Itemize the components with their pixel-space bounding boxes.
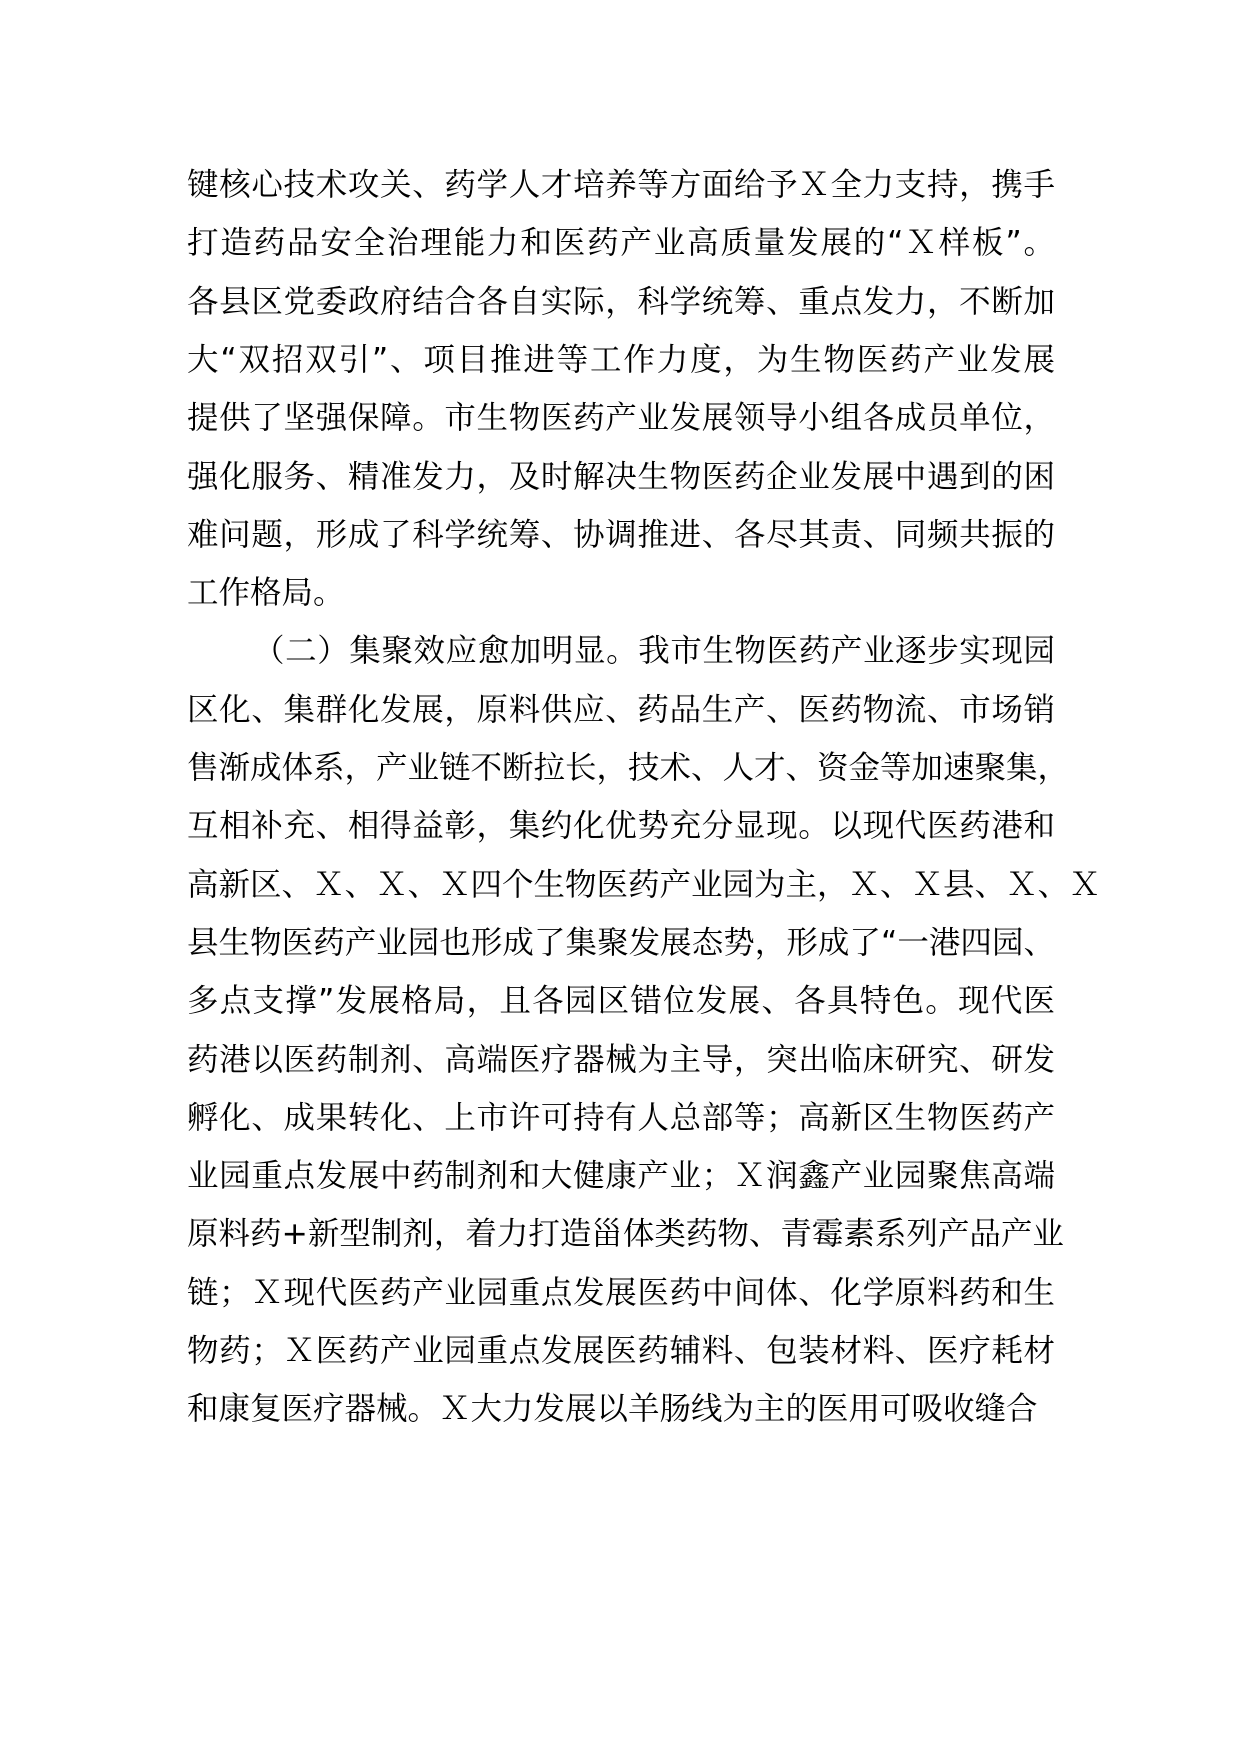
text-line-content: 药港以医药制剂、高端医疗器械为主导，突出临床研究、研发 <box>187 1041 1055 1078</box>
text-line <box>0 445 1240 510</box>
text-line-content: 物药；Ｘ医药产业园重点发展医药辅料、包装材料、医疗耗材 <box>187 1333 1055 1369</box>
text-line-content: 键核心技术攻关、药学人才培养等方面给予Ｘ全力支持，携手 <box>187 167 1055 203</box>
text-line-content: 孵化、成果转化、上市许可持有人总部等；高新区生物医药产 <box>187 1099 1055 1136</box>
text-line-content: 各县区党委政府结合各自实际，科学统筹、重点发力，不断加 <box>187 283 1055 320</box>
text-line <box>0 1144 1240 1209</box>
text-line-content: （二）集聚效应愈加明显。我市生物医药产业逐步实现园 <box>253 633 1055 670</box>
text-line <box>0 386 1240 451</box>
text-line <box>0 969 1240 1034</box>
text-line <box>0 1028 1240 1093</box>
text-line-content: 原料药+新型制剂，着力打造甾体类药物、青霉素系列产品产业 <box>187 1216 1064 1253</box>
text-line-content: 强化服务、精准发力，及时解决生物医药企业发展中遇到的困 <box>187 458 1055 495</box>
text-line-content: 高新区、Ｘ、Ｘ、Ｘ四个生物医药产业园为主，Ｘ、Ｘ县、Ｘ、Ｘ <box>187 866 1101 903</box>
text-line-content: 难问题，形成了科学统筹、协调推进、各尽其责、同频共振的 <box>187 516 1055 553</box>
text-line-content: 互相补充、相得益彰，集约化优势充分显现。以现代医药港和 <box>187 808 1055 845</box>
text-line <box>0 211 1240 276</box>
text-line <box>0 561 1240 626</box>
text-line-content: 区化、集群化发展，原料供应、药品生产、医药物流、市场销 <box>187 691 1055 728</box>
text-line-content: 业园重点发展中药制剂和大健康产业；Ｘ润鑫产业园聚焦高端 <box>187 1158 1055 1195</box>
text-line-content: 打造药品安全治理能力和医药产业高质量发展的“Ｘ样板”。 <box>187 225 1055 262</box>
text-line-content: 和康复医疗器械。Ｘ大力发展以羊肠线为主的医用可吸收缝合 <box>187 1391 1038 1428</box>
text-line <box>0 1202 1240 1267</box>
text-line-content: 提供了坚强保障。市生物医药产业发展领导小组各成员单位， <box>187 400 1055 437</box>
text-line <box>0 503 1240 568</box>
text-line <box>0 678 1240 743</box>
text-line <box>0 619 1240 684</box>
text-line-content: 多点支撑”发展格局，且各园区错位发展、各具特色。现代医 <box>187 983 1055 1020</box>
text-line-content: 县生物医药产业园也形成了集聚发展态势，形成了“一港四园、 <box>187 924 1055 961</box>
text-line <box>0 853 1240 918</box>
text-line-content: 工作格局。 <box>187 575 345 612</box>
text-line-content: 售渐成体系，产业链不断拉长，技术、人才、资金等加速聚集， <box>187 750 1070 786</box>
text-line-content: 大“双招双引”、项目推进等工作力度，为生物医药产业发展 <box>187 341 1055 378</box>
text-line-content: 链；Ｘ现代医药产业园重点发展医药中间体、化学原料药和生 <box>187 1274 1055 1311</box>
text-line <box>0 794 1240 859</box>
text-line <box>0 911 1240 976</box>
text-line <box>0 153 1240 218</box>
text-line <box>0 1319 1240 1384</box>
text-line <box>0 328 1240 393</box>
text-line <box>0 270 1240 335</box>
text-line <box>0 1086 1240 1151</box>
text-line <box>0 1377 1240 1442</box>
text-line <box>0 1261 1240 1326</box>
text-line <box>0 736 1240 801</box>
